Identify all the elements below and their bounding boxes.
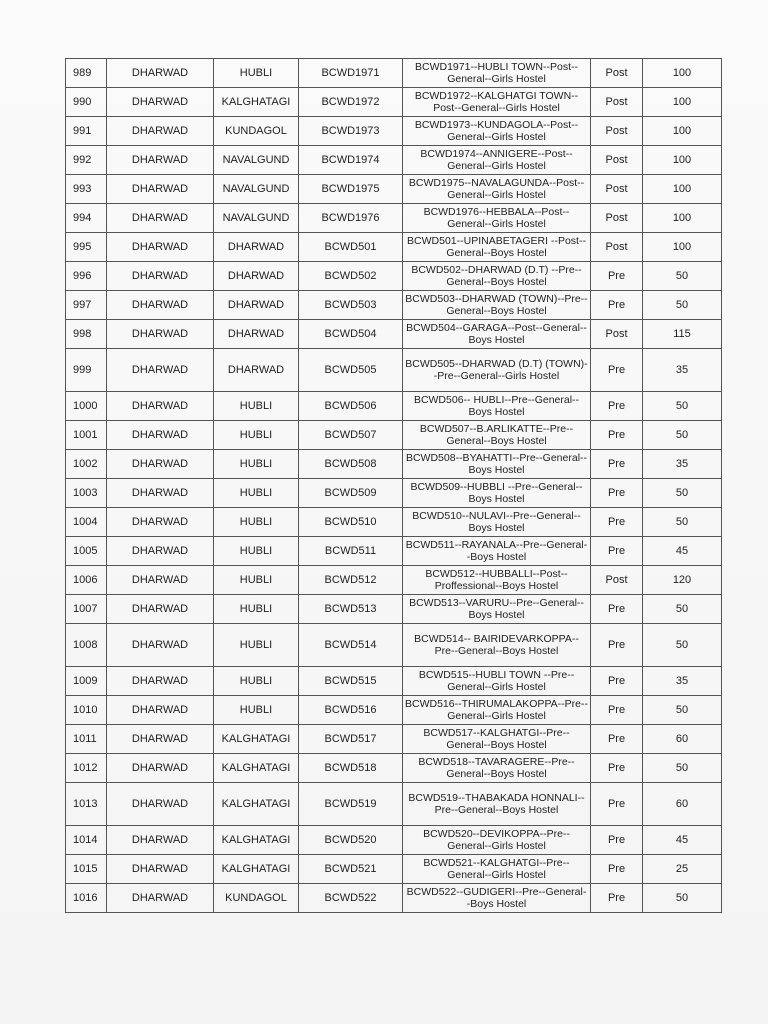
taluk-cell: HUBLI — [214, 59, 299, 88]
hostel-type-cell: Pre — [591, 855, 643, 884]
taluk-cell: HUBLI — [214, 595, 299, 624]
hostel-type-cell: Pre — [591, 826, 643, 855]
hostel-code-cell: BCWD509 — [299, 479, 403, 508]
hostel-name-cell: BCWD519--THABAKADA HONNALI--Pre--General--Boys Hostel — [403, 783, 591, 826]
seats-cell: 60 — [643, 783, 722, 826]
serial-number-cell: 994 — [66, 204, 107, 233]
hostel-type-cell: Pre — [591, 479, 643, 508]
serial-number-cell: 990 — [66, 88, 107, 117]
serial-number-cell: 995 — [66, 233, 107, 262]
district-cell: DHARWAD — [107, 117, 214, 146]
serial-number-cell: 1014 — [66, 826, 107, 855]
hostel-code-cell: BCWD522 — [299, 884, 403, 913]
hostel-type-cell: Pre — [591, 349, 643, 392]
district-cell: DHARWAD — [107, 537, 214, 566]
district-cell: DHARWAD — [107, 421, 214, 450]
hostel-name-cell: BCWD516--THIRUMALAKOPPA--Pre--General--Girls Hostel — [403, 696, 591, 725]
seats-cell: 45 — [643, 826, 722, 855]
serial-number-cell: 992 — [66, 146, 107, 175]
hostel-name-cell: BCWD522--GUDIGERI--Pre--General--Boys Hostel — [403, 884, 591, 913]
table-row — [66, 566, 722, 595]
taluk-cell: HUBLI — [214, 508, 299, 537]
hostel-name-cell: BCWD1975--NAVALAGUNDA--Post--General--Girls Hostel — [403, 175, 591, 204]
hostel-name-cell: BCWD504--GARAGA--Post--General--Boys Hostel — [403, 320, 591, 349]
hostel-name-cell: BCWD520--DEVIKOPPA--Pre--General--Girls Hostel — [403, 826, 591, 855]
table-row — [66, 392, 722, 421]
seats-cell: 50 — [643, 595, 722, 624]
serial-number-cell: 1004 — [66, 508, 107, 537]
hostel-name-cell: BCWD512--HUBBALLI--Post--Proffessional--Boys Hostel — [403, 566, 591, 595]
district-cell: DHARWAD — [107, 754, 214, 783]
serial-number-cell: 1005 — [66, 537, 107, 566]
hostel-name-cell: BCWD515--HUBLI TOWN --Pre--General--Girls Hostel — [403, 667, 591, 696]
serial-number-cell: 1009 — [66, 667, 107, 696]
hostel-name-cell: BCWD521--KALGHATGI--Pre--General--Girls Hostel — [403, 855, 591, 884]
seats-cell: 60 — [643, 725, 722, 754]
hostel-type-cell: Pre — [591, 624, 643, 667]
taluk-cell: HUBLI — [214, 667, 299, 696]
hostel-type-cell: Pre — [591, 291, 643, 320]
table-row — [66, 754, 722, 783]
serial-number-cell: 1012 — [66, 754, 107, 783]
hostel-name-cell: BCWD506-- HUBLI--Pre--General--Boys Hostel — [403, 392, 591, 421]
hostel-code-cell: BCWD1971 — [299, 59, 403, 88]
hostel-code-cell: BCWD501 — [299, 233, 403, 262]
taluk-cell: HUBLI — [214, 479, 299, 508]
hostel-code-cell: BCWD1974 — [299, 146, 403, 175]
serial-number-cell: 1016 — [66, 884, 107, 913]
taluk-cell: NAVALGUND — [214, 175, 299, 204]
serial-number-cell: 993 — [66, 175, 107, 204]
serial-number-cell: 1000 — [66, 392, 107, 421]
taluk-cell: DHARWAD — [214, 291, 299, 320]
hostel-code-cell: BCWD503 — [299, 291, 403, 320]
hostel-code-cell: BCWD1972 — [299, 88, 403, 117]
serial-number-cell: 1001 — [66, 421, 107, 450]
seats-cell: 50 — [643, 479, 722, 508]
hostel-type-cell: Post — [591, 146, 643, 175]
district-cell: DHARWAD — [107, 624, 214, 667]
hostel-name-cell: BCWD513--VARURU--Pre--General--Boys Hostel — [403, 595, 591, 624]
seats-cell: 50 — [643, 696, 722, 725]
serial-number-cell: 999 — [66, 349, 107, 392]
hostel-type-cell: Pre — [591, 450, 643, 479]
taluk-cell: DHARWAD — [214, 233, 299, 262]
hostel-type-cell: Pre — [591, 595, 643, 624]
district-cell: DHARWAD — [107, 566, 214, 595]
seats-cell: 100 — [643, 175, 722, 204]
hostel-type-cell: Post — [591, 175, 643, 204]
serial-number-cell: 1003 — [66, 479, 107, 508]
seats-cell: 50 — [643, 508, 722, 537]
table-row — [66, 725, 722, 754]
table-row — [66, 667, 722, 696]
table-row — [66, 146, 722, 175]
district-cell: DHARWAD — [107, 696, 214, 725]
hostel-code-cell: BCWD515 — [299, 667, 403, 696]
seats-cell: 100 — [643, 146, 722, 175]
table-row — [66, 884, 722, 913]
hostel-code-cell: BCWD508 — [299, 450, 403, 479]
hostel-code-cell: BCWD510 — [299, 508, 403, 537]
table-row — [66, 450, 722, 479]
taluk-cell: KUNDAGOL — [214, 884, 299, 913]
serial-number-cell: 1010 — [66, 696, 107, 725]
serial-number-cell: 1007 — [66, 595, 107, 624]
hostel-code-cell: BCWD1976 — [299, 204, 403, 233]
district-cell: DHARWAD — [107, 667, 214, 696]
district-cell: DHARWAD — [107, 479, 214, 508]
taluk-cell: NAVALGUND — [214, 146, 299, 175]
table-row — [66, 59, 722, 88]
hostel-type-cell: Post — [591, 117, 643, 146]
serial-number-cell: 998 — [66, 320, 107, 349]
seats-cell: 115 — [643, 320, 722, 349]
taluk-cell: HUBLI — [214, 696, 299, 725]
table-row — [66, 349, 722, 392]
hostel-code-cell: BCWD1975 — [299, 175, 403, 204]
seats-cell: 50 — [643, 421, 722, 450]
hostel-name-cell: BCWD1972--KALGHATGI TOWN--Post--General--Girls Hostel — [403, 88, 591, 117]
district-cell: DHARWAD — [107, 175, 214, 204]
hostel-type-cell: Pre — [591, 421, 643, 450]
seats-cell: 25 — [643, 855, 722, 884]
serial-number-cell: 1008 — [66, 624, 107, 667]
taluk-cell: KALGHATAGI — [214, 826, 299, 855]
hostel-type-cell: Pre — [591, 783, 643, 826]
hostel-code-cell: BCWD518 — [299, 754, 403, 783]
district-cell: DHARWAD — [107, 855, 214, 884]
hostel-code-cell: BCWD519 — [299, 783, 403, 826]
taluk-cell: HUBLI — [214, 566, 299, 595]
table-row — [66, 479, 722, 508]
hostel-name-cell: BCWD503--DHARWAD (TOWN)--Pre--General--Boys Hostel — [403, 291, 591, 320]
hostel-type-cell: Pre — [591, 667, 643, 696]
serial-number-cell: 997 — [66, 291, 107, 320]
serial-number-cell: 1015 — [66, 855, 107, 884]
district-cell: DHARWAD — [107, 884, 214, 913]
seats-cell: 35 — [643, 450, 722, 479]
district-cell: DHARWAD — [107, 783, 214, 826]
hostel-name-cell: BCWD518--TAVARAGERE--Pre--General--Boys Hostel — [403, 754, 591, 783]
hostel-code-cell: BCWD513 — [299, 595, 403, 624]
seats-cell: 50 — [643, 754, 722, 783]
seats-cell: 45 — [643, 537, 722, 566]
hostel-type-cell: Post — [591, 204, 643, 233]
taluk-cell: KALGHATAGI — [214, 725, 299, 754]
table-row — [66, 291, 722, 320]
district-cell: DHARWAD — [107, 826, 214, 855]
taluk-cell: DHARWAD — [214, 349, 299, 392]
seats-cell: 50 — [643, 262, 722, 291]
hostel-code-cell: BCWD517 — [299, 725, 403, 754]
hostel-code-cell: BCWD514 — [299, 624, 403, 667]
hostel-name-cell: BCWD1971--HUBLI TOWN--Post--General--Girls Hostel — [403, 59, 591, 88]
district-cell: DHARWAD — [107, 88, 214, 117]
hostel-code-cell: BCWD502 — [299, 262, 403, 291]
hostel-type-cell: Pre — [591, 508, 643, 537]
table-row — [66, 204, 722, 233]
seats-cell: 100 — [643, 233, 722, 262]
hostel-name-cell: BCWD510--NULAVI--Pre--General--Boys Hostel — [403, 508, 591, 537]
table-row — [66, 826, 722, 855]
table-row — [66, 595, 722, 624]
taluk-cell: KALGHATAGI — [214, 783, 299, 826]
serial-number-cell: 1002 — [66, 450, 107, 479]
hostel-name-cell: BCWD511--RAYANALA--Pre--General--Boys Hostel — [403, 537, 591, 566]
district-cell: DHARWAD — [107, 725, 214, 754]
district-cell: DHARWAD — [107, 291, 214, 320]
seats-cell: 100 — [643, 88, 722, 117]
taluk-cell: HUBLI — [214, 537, 299, 566]
district-cell: DHARWAD — [107, 320, 214, 349]
seats-cell: 50 — [643, 624, 722, 667]
hostel-name-cell: BCWD502--DHARWAD (D.T) --Pre--General--Boys Hostel — [403, 262, 591, 291]
seats-cell: 50 — [643, 884, 722, 913]
table-row — [66, 783, 722, 826]
seats-cell: 50 — [643, 392, 722, 421]
hostel-name-cell: BCWD517--KALGHATGI--Pre--General--Boys Hostel — [403, 725, 591, 754]
hostel-code-cell: BCWD507 — [299, 421, 403, 450]
hostel-code-cell: BCWD520 — [299, 826, 403, 855]
hostel-type-cell: Pre — [591, 884, 643, 913]
hostel-type-cell: Post — [591, 88, 643, 117]
serial-number-cell: 991 — [66, 117, 107, 146]
table-row — [66, 175, 722, 204]
table-row — [66, 233, 722, 262]
taluk-cell: HUBLI — [214, 392, 299, 421]
taluk-cell: KALGHATAGI — [214, 88, 299, 117]
district-cell: DHARWAD — [107, 595, 214, 624]
district-cell: DHARWAD — [107, 450, 214, 479]
hostel-type-cell: Pre — [591, 725, 643, 754]
hostel-code-cell: BCWD511 — [299, 537, 403, 566]
taluk-cell: KALGHATAGI — [214, 754, 299, 783]
table-row — [66, 537, 722, 566]
hostel-type-cell: Pre — [591, 392, 643, 421]
hostel-code-cell: BCWD506 — [299, 392, 403, 421]
seats-cell: 100 — [643, 117, 722, 146]
taluk-cell: HUBLI — [214, 450, 299, 479]
district-cell: DHARWAD — [107, 262, 214, 291]
hostel-name-cell: BCWD509--HUBBLI --Pre--General--Boys Hostel — [403, 479, 591, 508]
district-cell: DHARWAD — [107, 508, 214, 537]
table-row — [66, 508, 722, 537]
hostel-type-cell: Pre — [591, 262, 643, 291]
table-row — [66, 855, 722, 884]
hostel-type-cell: Post — [591, 320, 643, 349]
table-row — [66, 696, 722, 725]
taluk-cell: DHARWAD — [214, 262, 299, 291]
hostel-name-cell: BCWD514-- BAIRIDEVARKOPPA--Pre--General--Boys Hostel — [403, 624, 591, 667]
seats-cell: 100 — [643, 59, 722, 88]
seats-cell: 100 — [643, 204, 722, 233]
table-body — [66, 59, 722, 913]
hostel-name-cell: BCWD507--B.ARLIKATTE--Pre--General--Boys Hostel — [403, 421, 591, 450]
hostel-table — [65, 58, 722, 913]
hostel-name-cell: BCWD1974--ANNIGERE--Post--General--Girls Hostel — [403, 146, 591, 175]
serial-number-cell: 1006 — [66, 566, 107, 595]
table-row — [66, 262, 722, 291]
hostel-code-cell: BCWD521 — [299, 855, 403, 884]
hostel-type-cell: Post — [591, 59, 643, 88]
district-cell: DHARWAD — [107, 349, 214, 392]
hostel-code-cell: BCWD505 — [299, 349, 403, 392]
taluk-cell: HUBLI — [214, 421, 299, 450]
table-row — [66, 320, 722, 349]
taluk-cell: KUNDAGOL — [214, 117, 299, 146]
hostel-code-cell: BCWD516 — [299, 696, 403, 725]
taluk-cell: KALGHATAGI — [214, 855, 299, 884]
taluk-cell: DHARWAD — [214, 320, 299, 349]
seats-cell: 35 — [643, 667, 722, 696]
table-row — [66, 421, 722, 450]
hostel-type-cell: Post — [591, 233, 643, 262]
hostel-name-cell: BCWD508--BYAHATTI--Pre--General--Boys Hostel — [403, 450, 591, 479]
hostel-name-cell: BCWD501--UPINABETAGERI --Post--General--Boys Hostel — [403, 233, 591, 262]
hostel-code-cell: BCWD1973 — [299, 117, 403, 146]
taluk-cell: NAVALGUND — [214, 204, 299, 233]
district-cell: DHARWAD — [107, 146, 214, 175]
table-row — [66, 117, 722, 146]
hostel-type-cell: Pre — [591, 696, 643, 725]
taluk-cell: HUBLI — [214, 624, 299, 667]
district-cell: DHARWAD — [107, 392, 214, 421]
serial-number-cell: 1013 — [66, 783, 107, 826]
hostel-code-cell: BCWD504 — [299, 320, 403, 349]
hostel-type-cell: Pre — [591, 754, 643, 783]
hostel-name-cell: BCWD1973--KUNDAGOLA--Post--General--Girls Hostel — [403, 117, 591, 146]
district-cell: DHARWAD — [107, 204, 214, 233]
seats-cell: 120 — [643, 566, 722, 595]
table-row — [66, 88, 722, 117]
hostel-name-cell: BCWD505--DHARWAD (D.T) (TOWN)--Pre--General--Girls Hostel — [403, 349, 591, 392]
seats-cell: 50 — [643, 291, 722, 320]
seats-cell: 35 — [643, 349, 722, 392]
serial-number-cell: 989 — [66, 59, 107, 88]
hostel-type-cell: Pre — [591, 537, 643, 566]
serial-number-cell: 1011 — [66, 725, 107, 754]
hostel-type-cell: Post — [591, 566, 643, 595]
hostel-code-cell: BCWD512 — [299, 566, 403, 595]
district-cell: DHARWAD — [107, 59, 214, 88]
district-cell: DHARWAD — [107, 233, 214, 262]
table-row — [66, 624, 722, 667]
hostel-name-cell: BCWD1976--HEBBALA--Post--General--Girls Hostel — [403, 204, 591, 233]
serial-number-cell: 996 — [66, 262, 107, 291]
